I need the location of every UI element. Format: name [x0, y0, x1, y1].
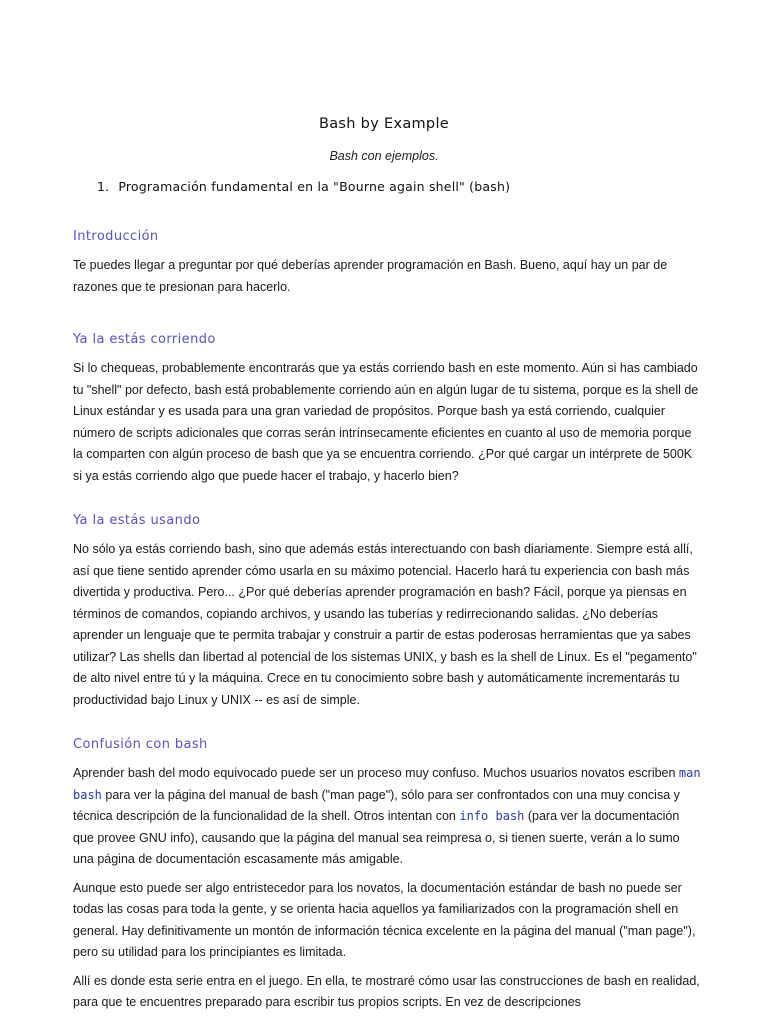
section-heading-corriendo: Ya la estás corriendo: [73, 332, 216, 347]
paragraph-confusion-3: Allí es donde esta serie entra en el juego. En ella, te mostraré cómo usar las construcciones de bash en realidad, para que te encuentres preparado para escribir tus propios scripts. En vez de descripciones: [73, 973, 700, 1009]
section-ya-la-estas-corriendo: [73, 332, 701, 487]
paragraph-confusion-1: [73, 763, 701, 871]
section-heading-confusion: Confusión con bash: [73, 737, 208, 752]
chapter-title: Programación fundamental en la "Bourne again shell" (bash): [118, 179, 511, 194]
paragraph-confusion-1-part-a: Aprender bash del modo equivocado puede ser un proceso muy confuso. Muchos usuarios novatos escriben: [73, 766, 679, 780]
document-title: Bash by Example: [319, 116, 449, 132]
code-man-bash: man bash: [73, 766, 701, 802]
paragraph-confusion-1-part-c: (para ver la documentación que provee GNU info), causando que la página del manual sea reimpresa o, si tienen suerte, verán a lo sumo una página de documentación escasamente más amigable.: [73, 809, 680, 866]
paragraph-confusion-1-part-b: para ver la página del manual de bash ("man page"), sólo para ser confrontados con una muy concisa y técnica descripción de la funcionalidad de la shell. Otros intentan con: [73, 787, 680, 823]
section-heading-introduccion: Introducción: [73, 229, 159, 244]
section-ya-la-estas-usando: [73, 513, 701, 711]
code-info-bash: info bash: [459, 809, 525, 823]
paragraph-corriendo: Si lo chequeas, probablemente encontrarás que ya estás corriendo bash en este momento. Aún si has cambiado tu "shell" por defecto, bash está probablemente corriendo aún en algún lugar de tu sistema, porque es la shell de Linux estándar y es usada para una gran variedad de propósitos. Porque bash ya está corriendo, cualquier número de scripts adicionales que corras serán intrínsecamente eficientes en cuanto al uso de memoria porque la comparten con algún proceso de bash que ya se encuentra corriendo. ¿Por qué cargar un intérprete de 500K si ya estás corriendo algo que puede hacer el trabajo, y hacerlo bien?: [73, 361, 699, 483]
section-introduccion: [73, 229, 701, 298]
document-subtitle: Bash con ejemplos.: [329, 149, 439, 163]
section-confusion-con-bash: [73, 737, 701, 1014]
paragraph-usando: No sólo ya estás corriendo bash, sino que además estás interectuando con bash diariamente. Siempre está allí, así que tiene sentido aprender cómo usarla en su máximo potencial. Hacerlo hará tu experiencia con bash más divertida y productiva. Pero... ¿Por qué deberías aprender programación en bash? Fácil, porque ya piensas en términos de comandos, copiando archivos, y usando las tuberías y redirrecionando salidas. ¿No deberías aprender un lenguaje que te permita trabajar y construir a partir de estas poderosas herramientas que ya sabes utilizar? Las shells dan libertad al potencial de los sistemas UNIX, y bash es la shell de Linux. Es el "pegamento" de alto nivel entre tú y la máquina. Crece en tu conocimiento sobre bash y automáticamente incrementarás tu productividad bajo Linux y UNIX -- es así de simple.: [73, 542, 697, 707]
section-heading-usando: Ya la estás usando: [73, 513, 201, 528]
chapter-number: 1.: [97, 179, 110, 194]
paragraph-introduccion: Te puedes llegar a preguntar por qué deberías aprender programación en Bash. Bueno, aquí hay un par de razones que te presionan para hacerlo.: [73, 258, 668, 294]
paragraph-confusion-2: Aunque esto puede ser algo entristecedor para los novatos, la documentación estándar de bash no puede ser todas las cosas para toda la gente, y se orienta hacia aquellos ya familiarizados con la programación shell en general. Hay definitivamente un montón de información técnica excelente en la página del manual ("man page"), pero su utilidad para los principiantes es limitada.: [73, 880, 696, 959]
chapter-heading: [97, 179, 510, 194]
